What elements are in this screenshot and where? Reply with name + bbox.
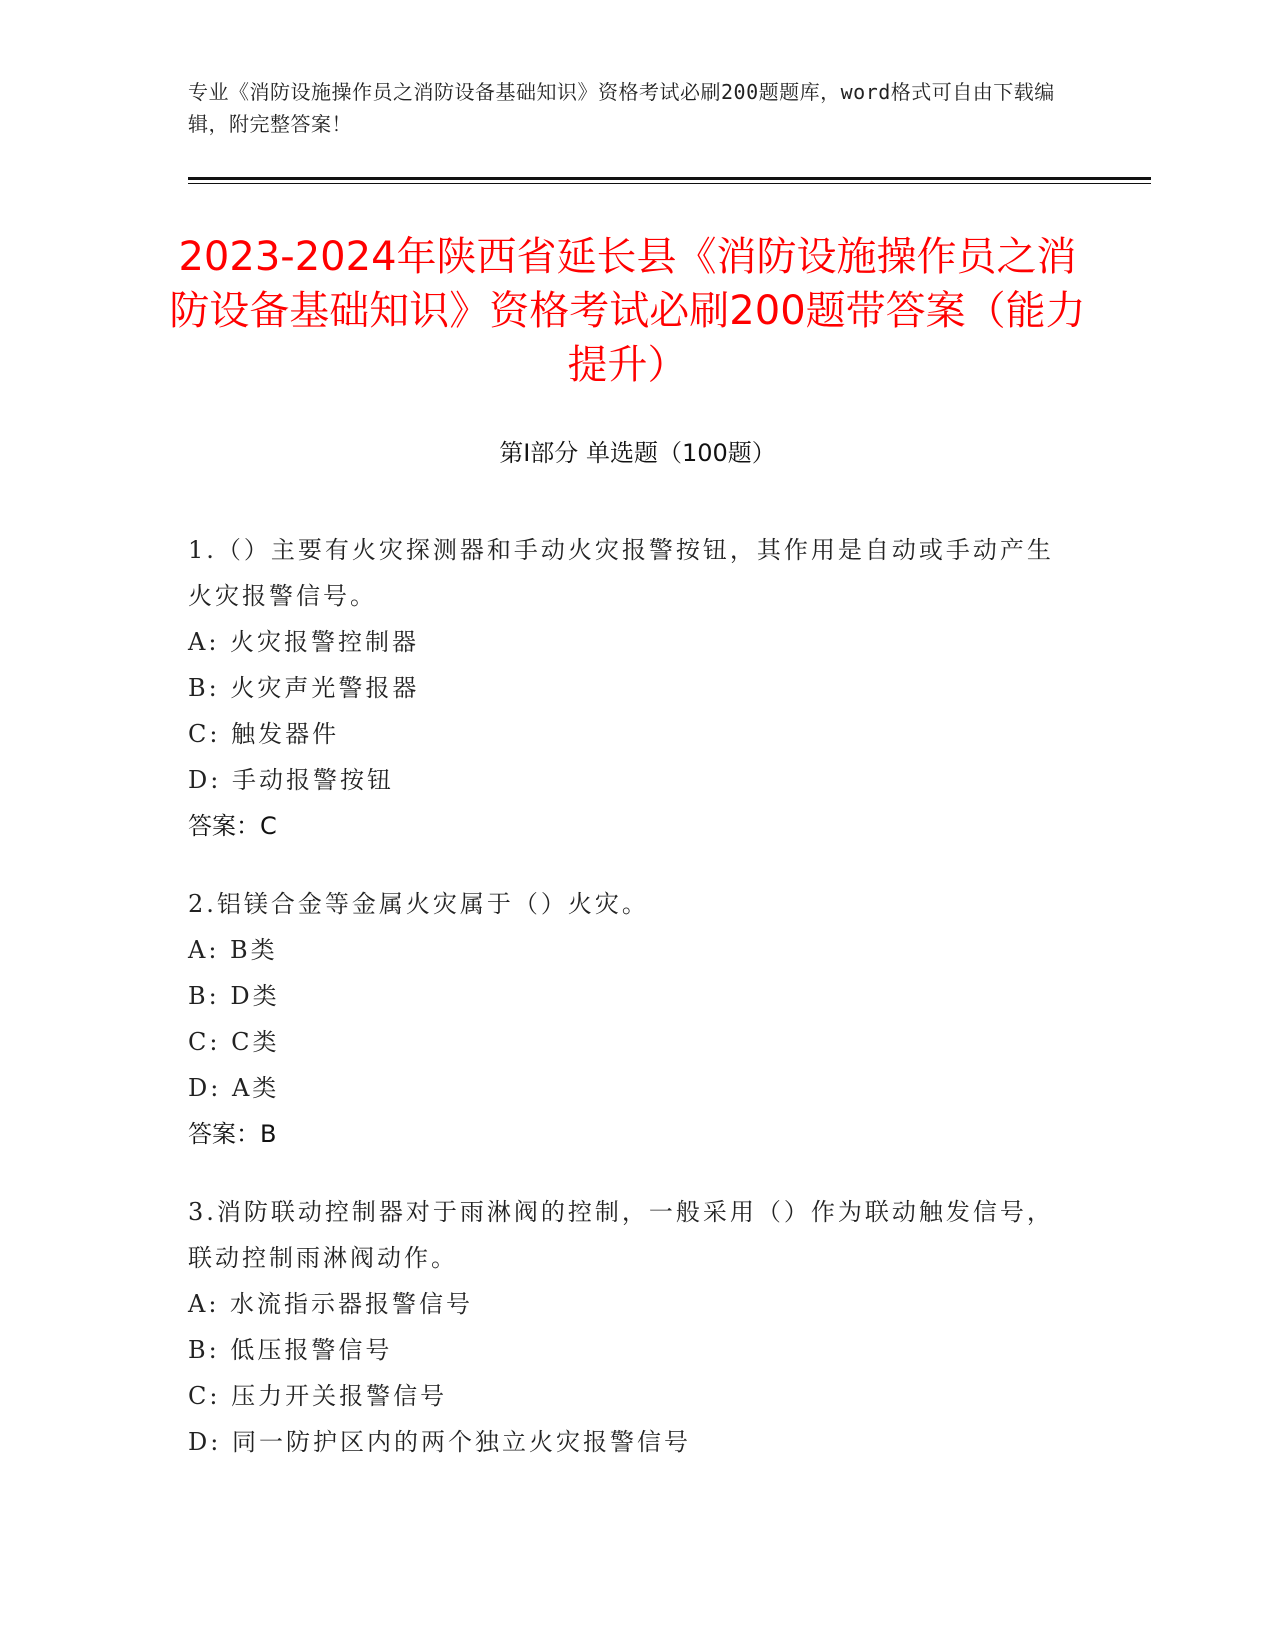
option-c: C: 压力开关报警信号 xyxy=(188,1382,448,1410)
option-c: C: C类 xyxy=(188,1028,280,1056)
option-a: A: 火灾报警控制器 xyxy=(188,628,420,656)
question-1 xyxy=(188,527,1068,849)
option-b: B: D类 xyxy=(188,982,280,1010)
option-d: D: A类 xyxy=(188,1074,280,1102)
document-title: 2023-2024年陕西省延长县《消防设施操作员之消防设备基础知识》资格考试必刷200题带答案（能力提升） xyxy=(169,234,1086,388)
question-stem: 1.（）主要有火灾探测器和手动火灾报警按钮，其作用是自动或手动产生火灾报警信号。 xyxy=(188,536,1054,610)
header-note: 专业《消防设施操作员之消防设备基础知识》资格考试必刷200题题库，word格式可自由下载编辑，附完整答案！ xyxy=(188,80,1055,136)
answer: 答案：C xyxy=(188,812,277,840)
header-rule-thin xyxy=(188,183,1151,184)
section-title: 第Ⅰ部分 单选题（100题） xyxy=(499,439,776,467)
question-stem: 3.消防联动控制器对于雨淋阀的控制，一般采用（）作为联动触发信号，联动控制雨淋阀动作。 xyxy=(188,1198,1054,1272)
option-c: C: 触发器件 xyxy=(188,720,340,748)
question-3 xyxy=(188,1189,1068,1465)
option-b: B: 低压报警信号 xyxy=(188,1336,393,1364)
question-list xyxy=(188,527,1068,1497)
answer: 答案：B xyxy=(188,1120,277,1148)
question-2 xyxy=(188,881,1068,1157)
option-a: A: 水流指示器报警信号 xyxy=(188,1290,474,1318)
option-d: D: 同一防护区内的两个独立火灾报警信号 xyxy=(188,1428,691,1456)
option-b: B: 火灾声光警报器 xyxy=(188,674,420,702)
option-a: A: B类 xyxy=(188,936,278,964)
option-d: D: 手动报警按钮 xyxy=(188,766,394,794)
header-rule-thick xyxy=(188,177,1151,180)
question-stem: 2.铝镁合金等金属火灾属于（）火灾。 xyxy=(188,890,649,918)
